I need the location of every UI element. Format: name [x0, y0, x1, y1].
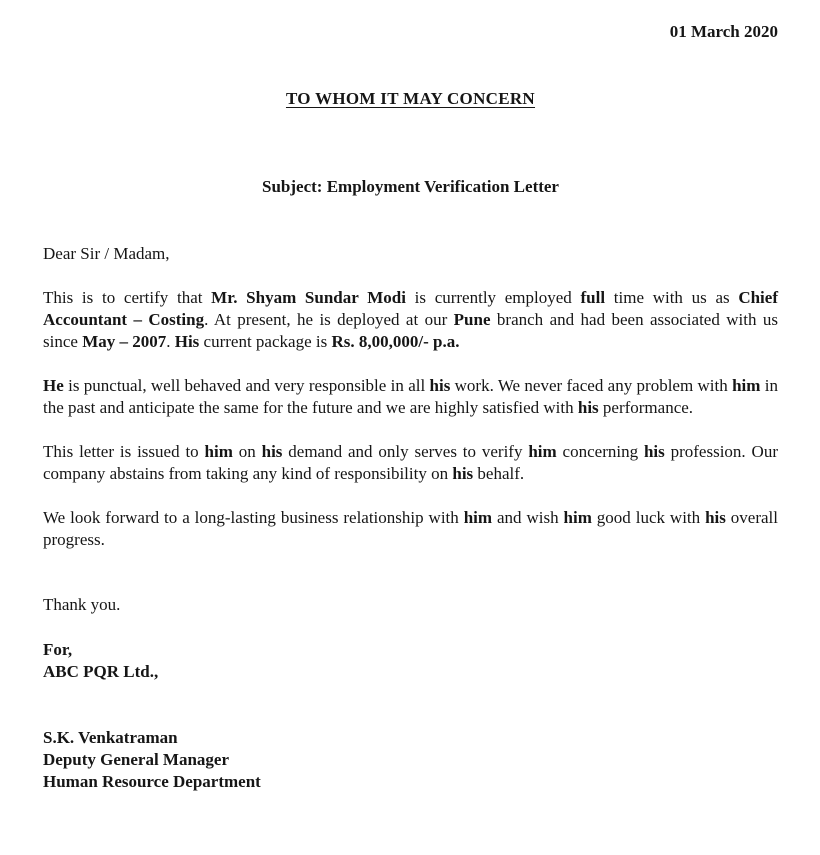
text-run: .	[166, 332, 175, 351]
text-run: overall progress.	[43, 508, 779, 549]
bold-text-run: him	[563, 508, 592, 527]
text-run: and wish	[492, 508, 564, 527]
date-line: 01 March 2020	[669, 22, 778, 41]
text-run: on	[232, 442, 262, 461]
letter-title	[43, 88, 778, 110]
signature-block	[43, 727, 778, 793]
text-run: branch and had been associated with us since	[43, 310, 778, 351]
bold-text-run: Chief Accountant – Costing	[43, 288, 778, 329]
text-run: . At present, he is deployed at our	[204, 310, 454, 329]
bold-text-run: Pune	[453, 310, 491, 329]
text-run: work. We never faced any problem with	[450, 376, 733, 395]
bold-text-run: his	[452, 464, 474, 483]
body-paragraph-wishes	[43, 507, 778, 551]
company-name: ABC PQR Ltd.,	[43, 662, 159, 681]
text-run: We look forward to a long-lasting business relationship with	[43, 508, 464, 527]
text-run: profession. Our company abstains from taking any kind of responsibility on	[43, 442, 778, 483]
text-run: current package is	[199, 332, 332, 351]
signatory-department: Human Resource Department	[43, 772, 261, 791]
bold-text-run: him	[528, 442, 557, 461]
bold-text-run: May – 2007	[82, 332, 167, 351]
text-run: is punctual, well behaved and very responsible in all	[63, 376, 430, 395]
body-paragraph-certify	[43, 287, 778, 353]
body-paragraph-conduct	[43, 375, 778, 419]
bold-text-run: his	[643, 442, 665, 461]
closing-for-line: For,	[43, 640, 73, 659]
bold-text-run: his	[705, 508, 726, 527]
bold-text-run: his	[577, 398, 599, 417]
bold-text-run: His	[174, 332, 200, 351]
bold-text-run: He	[43, 376, 64, 395]
text-run: This letter is issued to	[43, 442, 205, 461]
bold-text-run: his	[261, 442, 283, 461]
text-run: concerning	[556, 442, 644, 461]
bold-text-run: full	[580, 288, 606, 307]
bold-text-run: Mr. Shyam Sundar Modi	[211, 288, 406, 307]
signatory-designation: Deputy General Manager	[43, 750, 230, 769]
text-run: in the past and anticipate the same for the future and we are highly satisfied with	[43, 376, 778, 417]
text-run: This is to certify that	[43, 288, 212, 307]
letter-title-text: TO WHOM IT MAY CONCERN	[285, 89, 536, 108]
bold-text-run: his	[429, 376, 451, 395]
text-run: is currently employed	[405, 288, 581, 307]
body-paragraph-purpose	[43, 441, 778, 485]
thank-you-line: Thank you.	[43, 595, 121, 614]
text-run: behalf.	[473, 464, 525, 483]
bold-text-run: him	[204, 442, 233, 461]
bold-text-run: him	[732, 376, 761, 395]
closing-block	[43, 639, 778, 683]
bold-text-run: him	[463, 508, 493, 527]
text-run: performance.	[598, 398, 694, 417]
bold-text-run: Rs. 8,00,000/- p.a.	[331, 332, 460, 351]
salutation: Dear Sir / Madam,	[43, 244, 170, 263]
text-run: demand and only serves to verify	[282, 442, 529, 461]
subject-line: Subject: Employment Verification Letter	[262, 177, 559, 196]
signatory-name: S.K. Venkatraman	[43, 728, 178, 747]
text-run: time with us as	[605, 288, 739, 307]
text-run: good luck with	[591, 508, 706, 527]
